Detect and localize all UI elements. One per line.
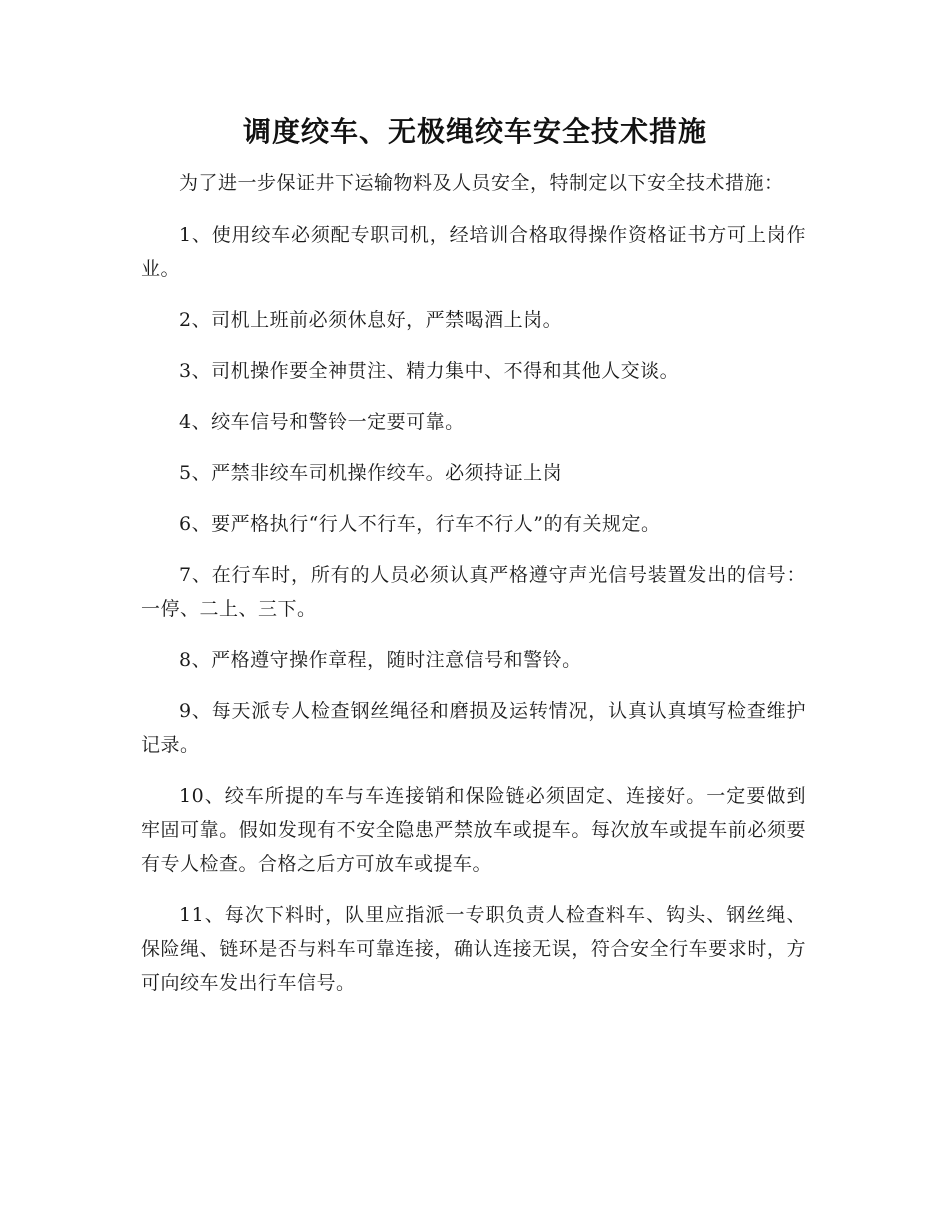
measure-item-8: 8、严格遵守操作章程，随时注意信号和警铃。 [179,649,582,671]
intro-paragraph: 为了进一步保证井下运输物料及人员安全，特制定以下安全技术措施： [179,172,784,194]
measure-item-10: 10、绞车所提的车与车连接销和保险链必须固定、连接好。一定要做到牢固可靠。假如发现有不安全隐患严禁放车或提车。每次放车或提车前必须要有专人检查。合格之后方可放车或提车。 [141,785,806,875]
measure-item-5: 5、严禁非绞车司机操作绞车。必须持证上岗 [179,462,563,484]
measure-item-1: 1、使用绞车必须配专职司机，经培训合格取得操作资格证书方可上岗作业。 [141,224,806,280]
measure-item-7: 7、在行车时，所有的人员必须认真严格遵守声光信号装置发出的信号：一停、二上、三下。 [141,564,806,620]
measure-item-3: 3、司机操作要全神贯注、精力集中、不得和其他人交谈。 [179,360,680,382]
measure-item-11: 11、每次下料时，队里应指派一专职负责人检查料车、钩头、钢丝绳、保险绳、链环是否与料车可靠连接，确认连接无误，符合安全行车要求时，方可向绞车发出行车信号。 [141,904,806,994]
measure-item-6: 6、要严格执行“行人不行车，行车不行人”的有关规定。 [179,513,661,535]
document-title: 调度绞车、无极绳绞车安全技术措施 [242,115,707,148]
measure-item-4: 4、绞车信号和警铃一定要可靠。 [179,411,465,433]
measure-item-9: 9、每天派专人检查钢丝绳径和磨损及运转情况，认真认真填写检查维护记录。 [141,700,806,756]
document-body [141,166,806,1017]
measure-item-2: 2、司机上班前必须休息好，严禁喝酒上岗。 [179,309,563,331]
